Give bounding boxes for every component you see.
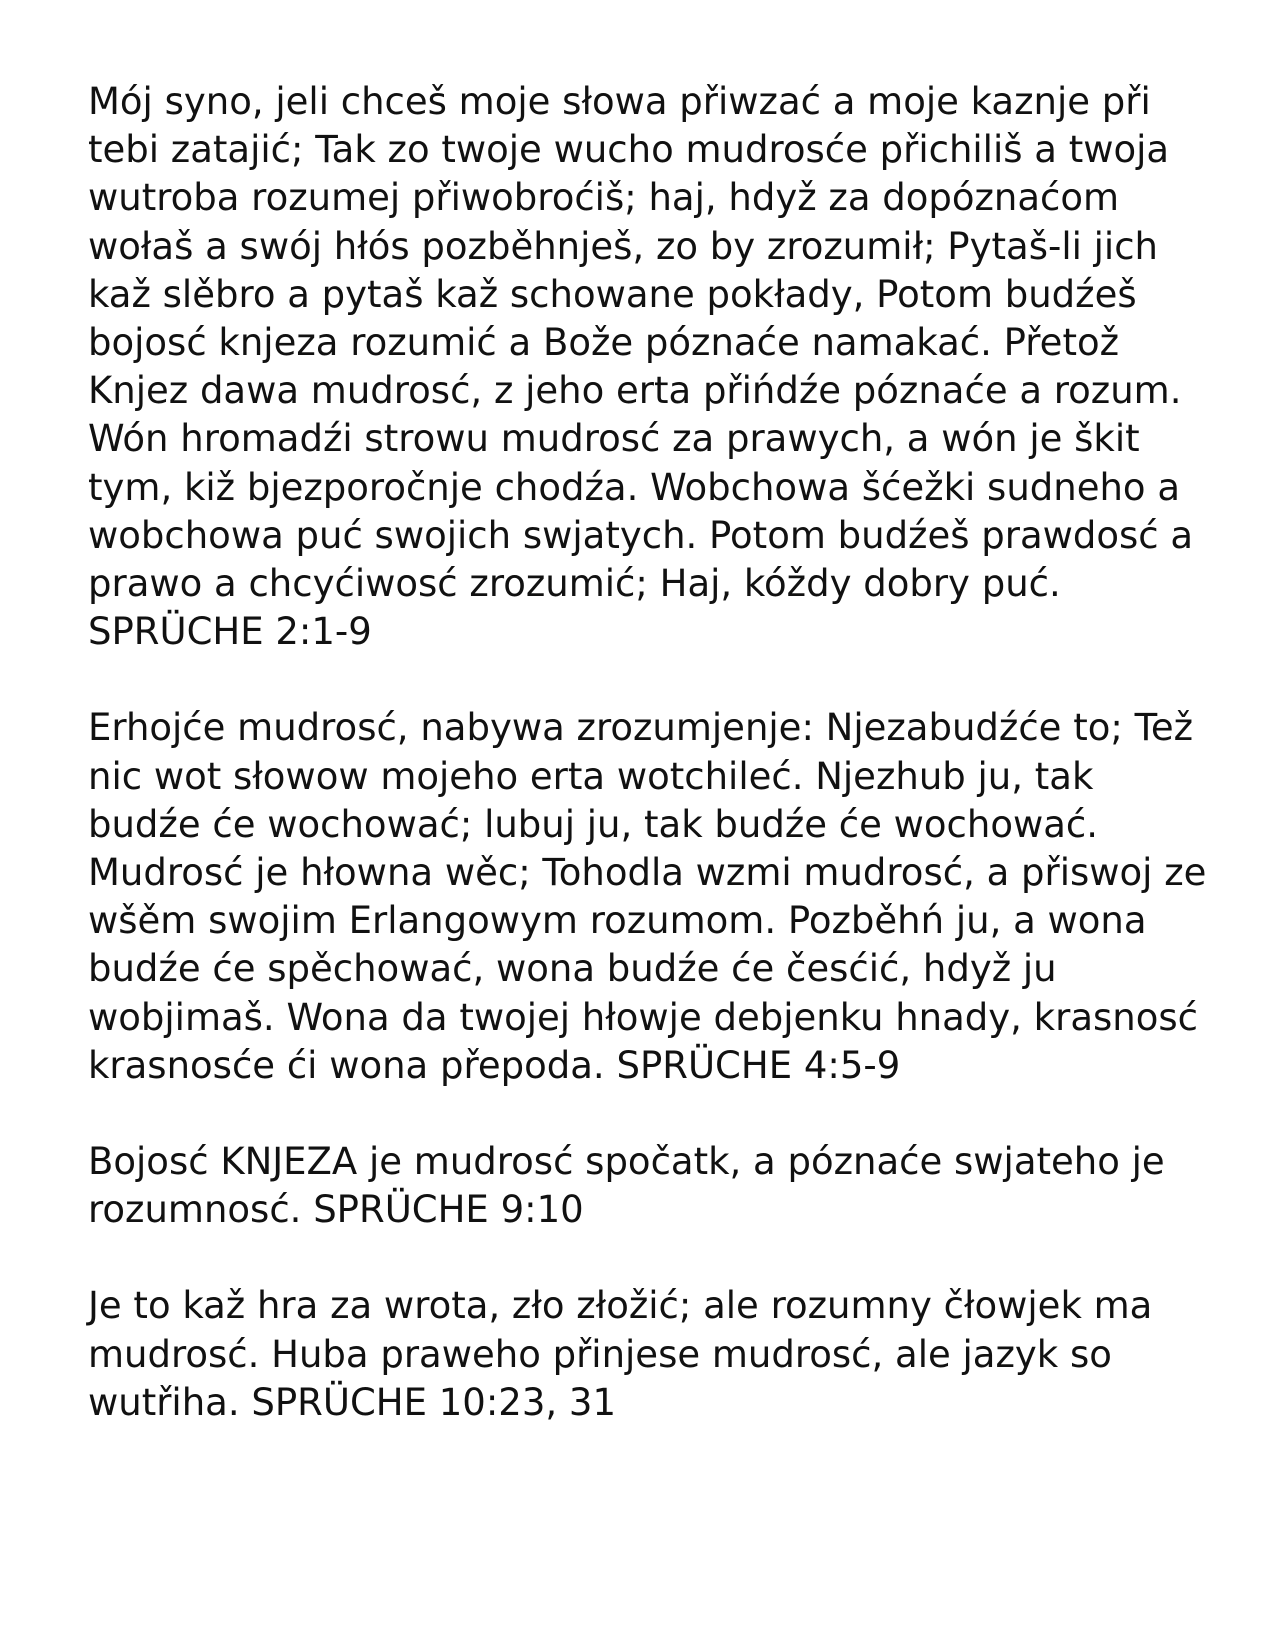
passage-reference: SPRÜCHE 4:5-9 (616, 1043, 901, 1087)
passage-reference: SPRÜCHE 9:10 (313, 1188, 584, 1232)
passage-proverbs-4-5-9 (88, 704, 1208, 1090)
passage-reference: SPRÜCHE 2:1-9 (88, 610, 372, 654)
passage-reference: SPRÜCHE 10:23, 31 (251, 1380, 616, 1424)
document-body (88, 78, 1208, 1427)
passage-text: Bojosć KNJEZA je mudrosć spočatk, a póznaće swjateho je rozumnosć. (88, 1140, 1165, 1232)
passage-proverbs-9-10 (88, 1138, 1208, 1234)
passage-text: Erhojće mudrosć, nabywa zrozumjenje: Njezabudźće to; Tež nic wot słowow mojeho erta wotchileć. Njezhub ju, tak budźe će wochować; lubuj ju, tak budźe će wochować. Mudrosć je hłowna wěc; Tohodla wzmi mudrosć, a přiswoj ze wšěm swojim Erlangowym rozumom. Pozběhń ju, a wona budźe će spěchować, wona budźe će česćić, hdyž ju wobjimaš. Wona da twojej hłowje debjenku hnady, krasnosć krasnosće ći wona přepoda. (88, 706, 1207, 1087)
passage-proverbs-2-1-9 (88, 78, 1208, 656)
passage-text: Je to kaž hra za wrota, zło złožić; ale rozumny čłowjek ma mudrosć. Huba praweho přinjese mudrosć, ale jazyk so wutřiha. (88, 1284, 1153, 1424)
passage-text: Mój syno, jeli chceš moje słowa přiwzać a moje kaznje při tebi zatajić; Tak zo twoje wucho mudrosće přichiliš a twoja wutroba rozumej přiwobroćiš; haj, hdyž za dopóznaćom wołaš a swój hłós pozběhnješ, zo by zrozumił; Pytaš-li jich kaž slěbro a pytaš kaž schowane pokłady, Potom budźeš bojosć knjeza rozumić a Bože póznaće namakać. Přetož Knjez dawa mudrosć, z jeho erta přińdźe póznaće a rozum. Wón hromadźi strowu mudrosć za prawych, a wón je škit tym, kiž bjezporočnje chodźa. Wobchowa šćežki sudneho a wobchowa puć swojich swjatych. Potom budźeš prawdosć a prawo a chcyćiwosć zrozumić; Haj, kóždy dobry puć. (88, 80, 1194, 606)
passage-proverbs-10-23-31 (88, 1282, 1208, 1427)
